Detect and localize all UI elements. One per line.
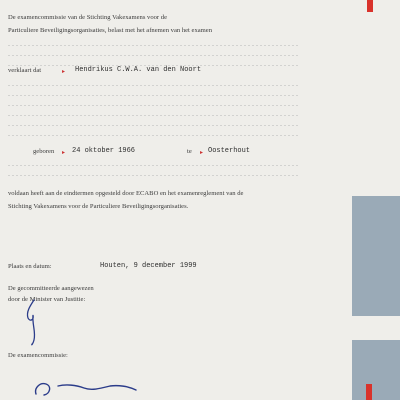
geboren-label: geboren	[33, 148, 55, 155]
guide-rule	[8, 175, 300, 176]
birth-date: 24 oktober 1966	[72, 147, 136, 155]
guide-rule	[8, 45, 300, 46]
guide-rule	[8, 165, 300, 166]
guide-rule	[8, 125, 300, 126]
gecommitteerde-line-1: De gecommitteerde aangewezen	[8, 285, 94, 292]
body-line-1: voldaan heeft aan de eindtermen opgesteld door ECABO en het examenreglement van de	[8, 190, 244, 197]
signature-gecommitteerde	[20, 298, 50, 348]
guide-rule	[8, 105, 300, 106]
blue-block-top	[352, 196, 400, 316]
plaats-value: Houten, 9 december 1999	[100, 262, 197, 270]
birth-place: Oosterhout	[208, 147, 251, 155]
red-accent-top	[367, 0, 373, 12]
plaats-label: Plaats en datum:	[8, 263, 52, 270]
commissie-label: De examencommissie:	[8, 352, 68, 359]
verklaart-label: verklaart dat	[8, 67, 42, 74]
pointer-arrow-icon: ▸	[62, 150, 66, 156]
guide-rule	[8, 95, 300, 96]
header-line-2: Particuliere Beveiligingsorganisaties, belast met het afnemen van het examen	[8, 27, 213, 34]
recipient-name: Hendrikus C.W.A. van den Noort	[75, 66, 202, 74]
pointer-arrow-icon: ▸	[62, 69, 66, 75]
guide-rule	[8, 115, 300, 116]
guide-rule	[8, 85, 300, 86]
blue-block-bottom	[352, 340, 400, 400]
te-label: te	[187, 148, 192, 155]
guide-rule	[8, 55, 300, 56]
red-accent-bottom	[366, 384, 372, 400]
signature-examencommissie	[32, 376, 142, 400]
body-line-2: Stichting Vakexamens voor de Particuliere Beveiligingsorganisaties.	[8, 203, 189, 210]
gecommitteerde-line-2: door de Minister van Justitie:	[8, 296, 86, 303]
header-line-1: De examencommissie van de Stichting Vakexamens voor de	[8, 14, 168, 21]
guide-rule	[8, 135, 300, 136]
pointer-arrow-icon: ▸	[200, 150, 204, 156]
